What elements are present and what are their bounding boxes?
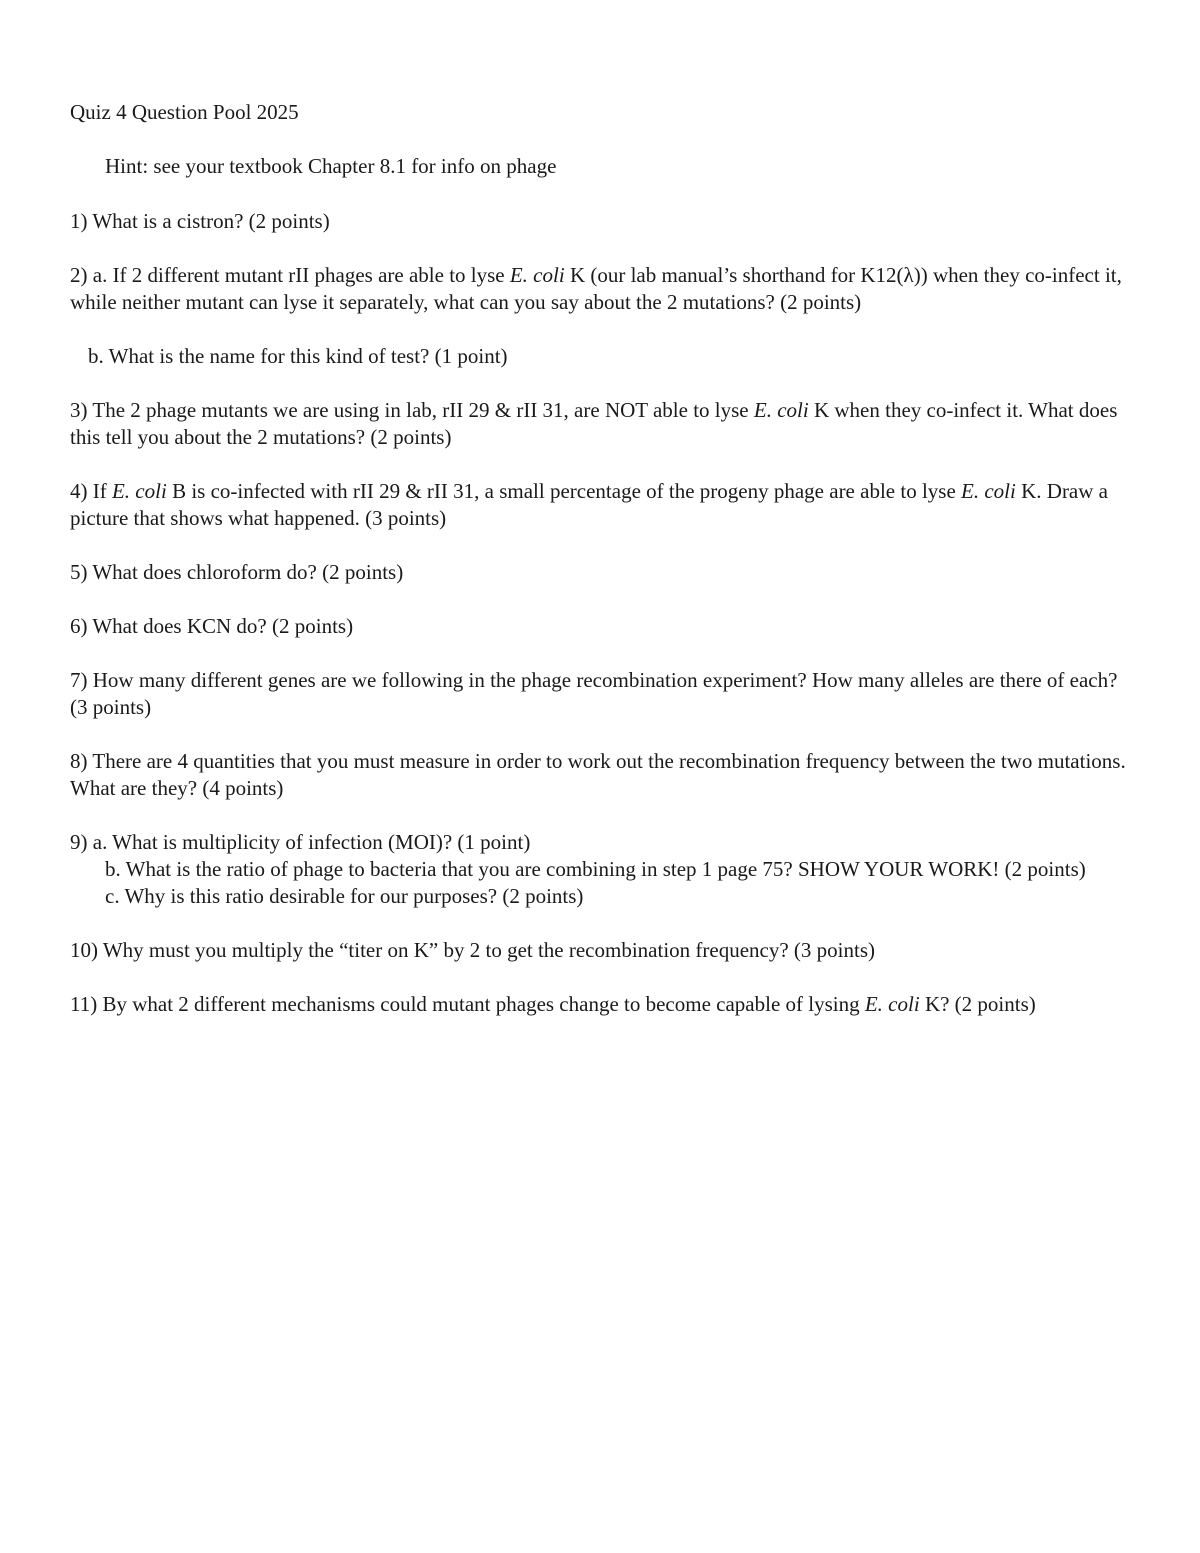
question-11-text-pre: 11) By what 2 different mechanisms could mutant phages change to become capable of lysing: [70, 992, 865, 1016]
question-6: 6) What does KCN do? (2 points): [70, 614, 354, 638]
question-2a-text-post: K (our lab manual’s shorthand for K12(λ)) when they co-infect it, while neither mutant can lyse it separately, what can you say about the 2 mutations? (2 points): [70, 263, 1122, 314]
question-9: [70, 829, 1140, 910]
question-9c: c. Why is this ratio desirable for our purposes? (2 points): [105, 884, 584, 908]
question-2a-text-pre: 2) a. If 2 different mutant rII phages are able to lyse: [70, 263, 510, 287]
question-2a: [70, 262, 1140, 316]
question-2a-species: E. coli: [509, 263, 565, 287]
question-11: [70, 991, 1140, 1018]
question-4-text-mid: B is co-infected with rII 29 & rII 31, a small percentage of the progeny phage are able to lyse: [166, 479, 962, 503]
hint-text: Hint: see your textbook Chapter 8.1 for info on phage: [105, 154, 557, 178]
question-1: 1) What is a cistron? (2 points): [70, 209, 330, 233]
document-title: Quiz 4 Question Pool 2025: [70, 100, 299, 124]
question-4-species-2: E. coli: [961, 479, 1016, 503]
question-3-text-pre: 3) The 2 phage mutants we are using in lab, rII 29 & rII 31, are NOT able to lyse: [70, 398, 754, 422]
question-9a: 9) a. What is multiplicity of infection (MOI)? (1 point): [70, 830, 531, 854]
question-4-text-post: K. Draw a picture that shows what happened. (3 points): [70, 479, 1108, 530]
question-7: 7) How many different genes are we following in the phage recombination experiment? How many alleles are there of each? (3 points): [70, 668, 1118, 719]
question-4-species-1: E. coli: [111, 479, 167, 503]
question-11-text-post: K? (2 points): [919, 992, 1036, 1016]
question-4: [70, 478, 1140, 532]
quiz-document: [70, 99, 1140, 1045]
question-3-text-post: K when they co-infect it. What does this tell you about the 2 mutations? (2 points): [70, 398, 1118, 449]
question-5: 5) What does chloroform do? (2 points): [70, 560, 404, 584]
question-2b: b. What is the name for this kind of test? (1 point): [88, 344, 508, 368]
question-4-text-pre: 4) If: [70, 479, 112, 503]
question-9b: b. What is the ratio of phage to bacteria that you are combining in step 1 page 75? SHOW YOUR WORK! (2 points): [105, 857, 1086, 881]
question-8: 8) There are 4 quantities that you must measure in order to work out the recombination frequency between the two mutations. What are they? (4 points): [70, 749, 1126, 800]
question-3: [70, 397, 1140, 451]
question-11-species: E. coli: [864, 992, 920, 1016]
question-10: 10) Why must you multiply the “titer on K” by 2 to get the recombination frequency? (3 points): [70, 938, 876, 962]
question-3-species: E. coli: [753, 398, 809, 422]
